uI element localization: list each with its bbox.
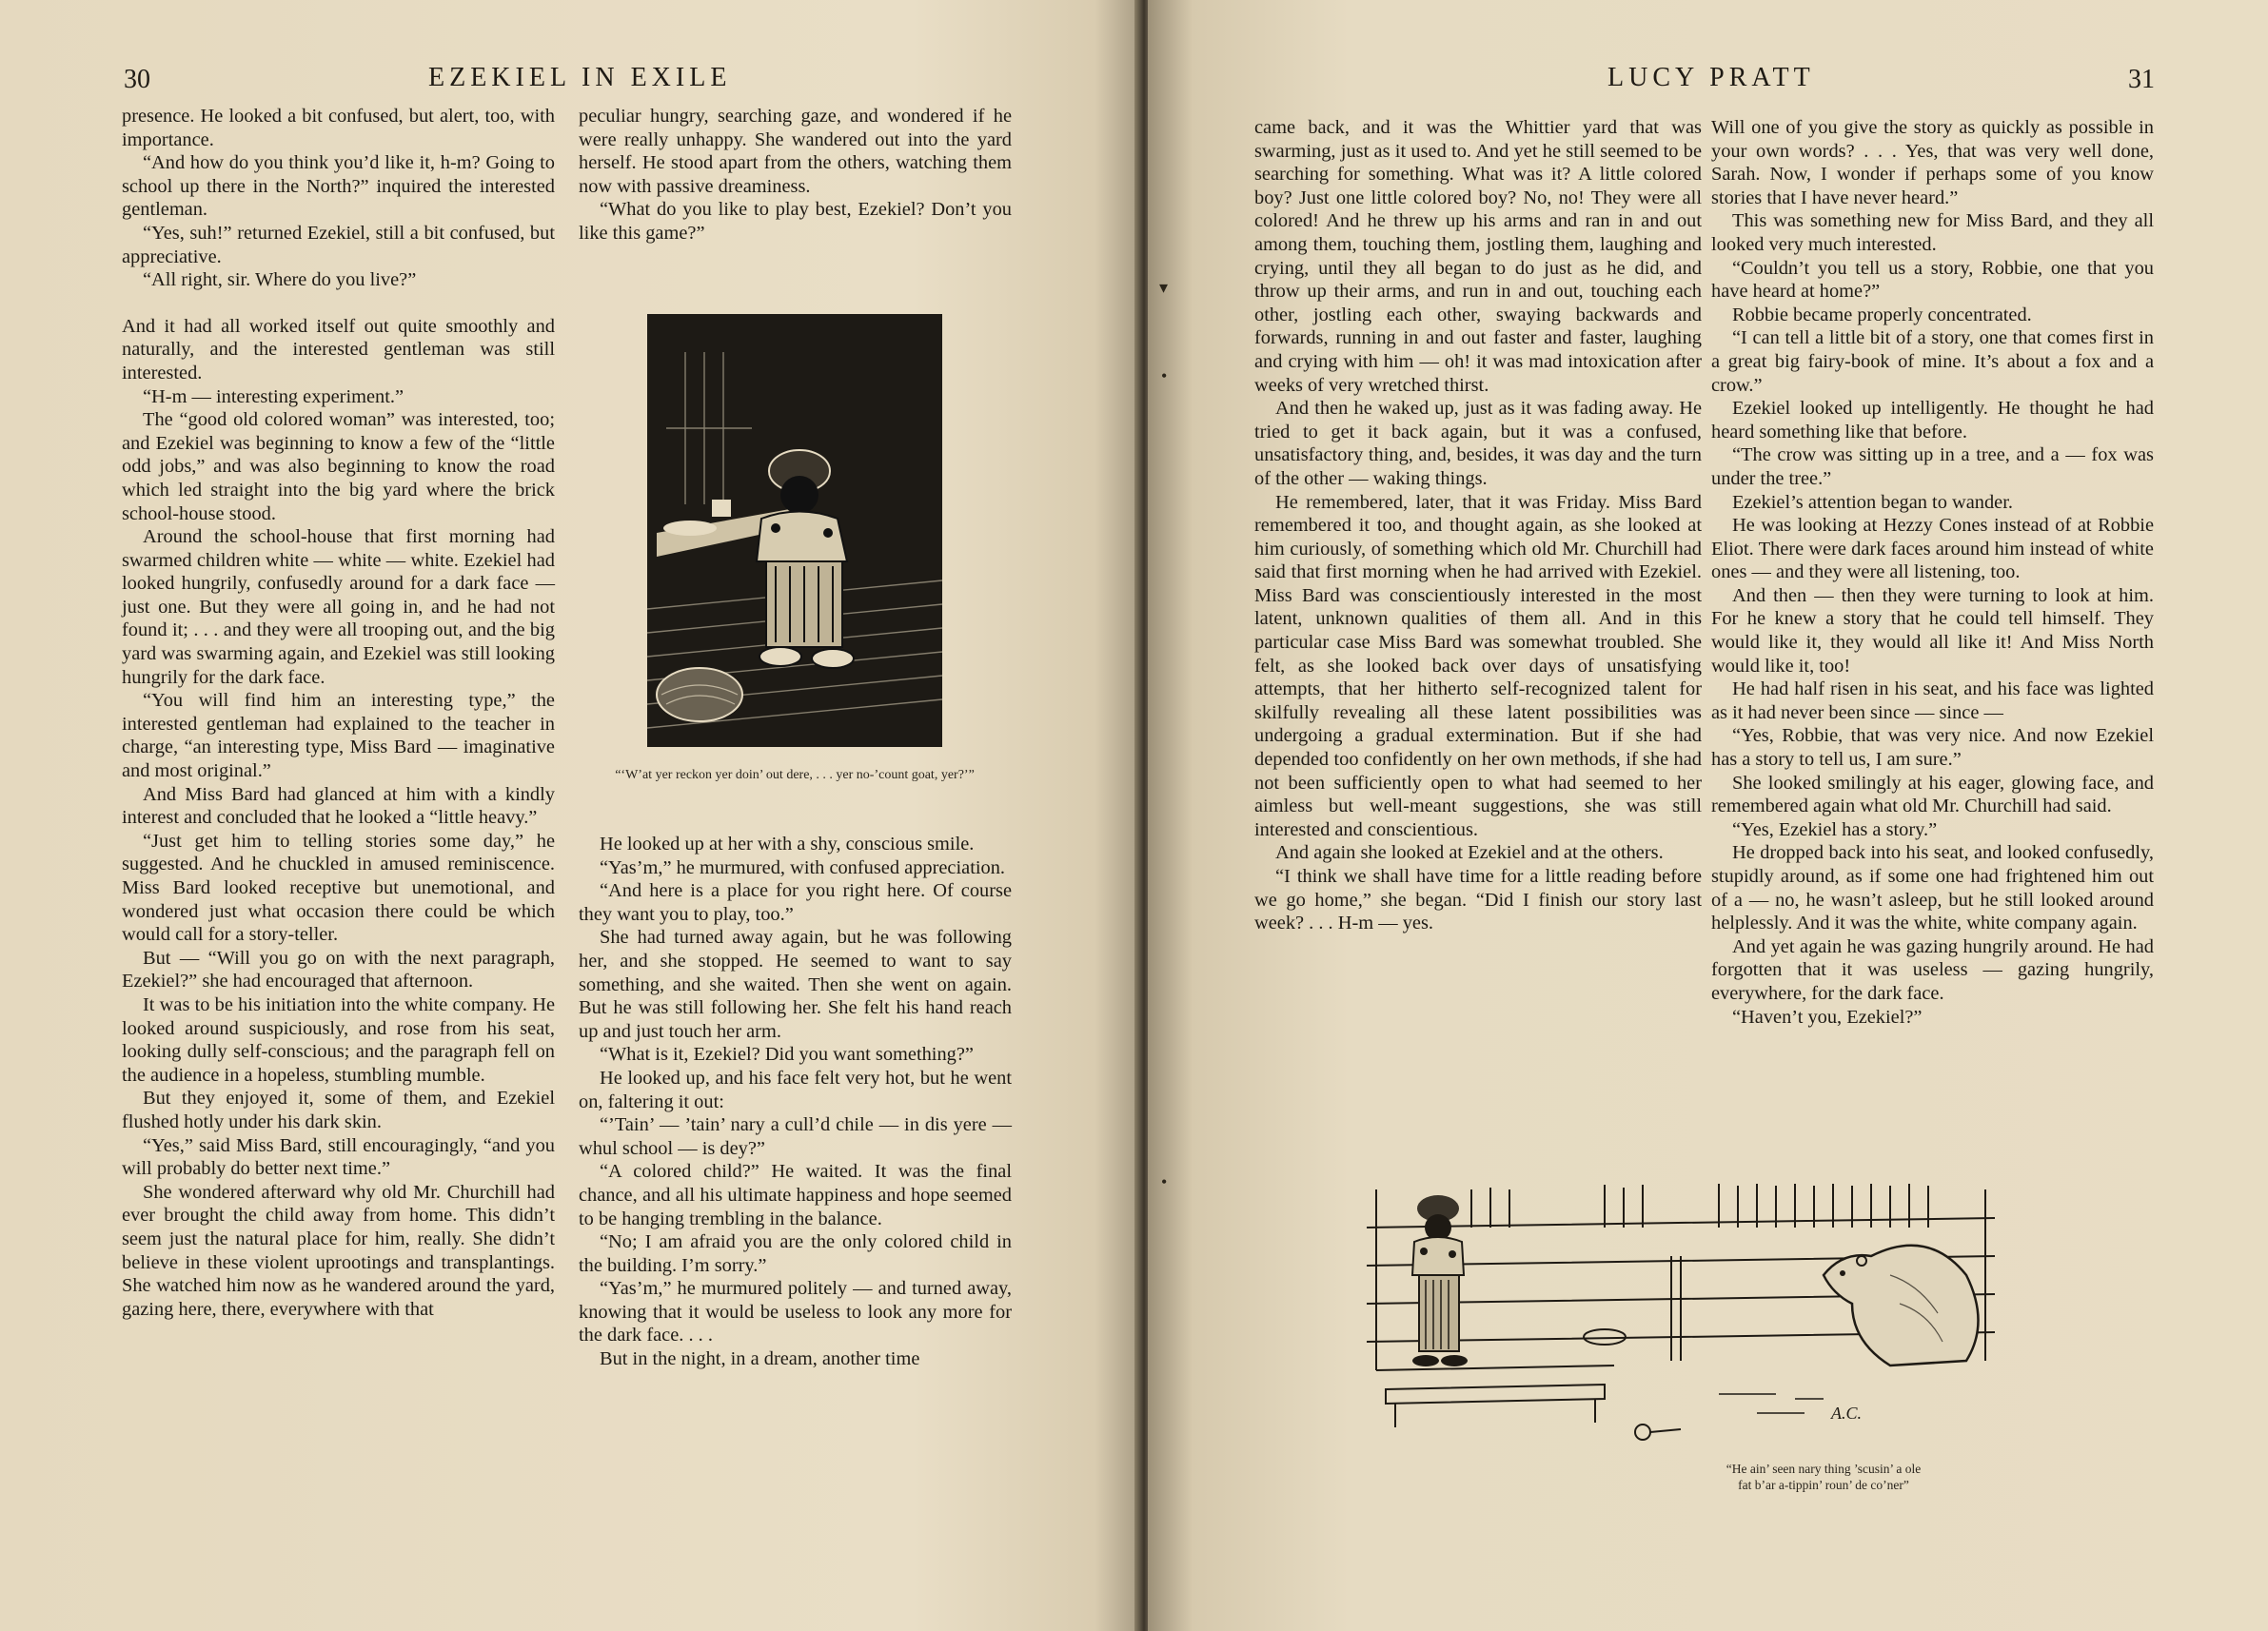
paragraph: “And here is a place for you right here. Of course they want you to play, too.” — [579, 880, 1012, 925]
paragraph: “A colored child?” He waited. It was the final chance, and all his ultimate happiness and hope seemed to be hanging trembling in the balance. — [579, 1161, 1012, 1229]
illustration-boy-at-table — [647, 314, 942, 747]
paragraph: And it had all worked itself out quite smoothly and naturally, and the interested gentleman was still interested. — [122, 315, 555, 383]
paragraph: And yet again he was gazing hungrily around. He had forgotten that it was useless — gazing hungrily, everywhere, for the dark face. — [1711, 935, 2154, 1004]
text-column-1 — [122, 105, 555, 1321]
running-head: EZEKIEL IN EXILE — [428, 63, 732, 92]
margin-mark: ▾ — [1159, 278, 1169, 297]
paragraph: “Yes, Robbie, that was very nice. And now Ezekiel has a story to tell us, I am sure.” — [1711, 725, 2154, 771]
paragraph: “Haven’t you, Ezekiel?” — [1732, 1006, 1923, 1028]
illustration-caption — [1681, 1461, 1966, 1493]
paragraph: Ezekiel’s attention began to wander. — [1732, 491, 2013, 513]
paragraph: She wondered afterward why old Mr. Churchill had ever brought the child away from home. This didn’t seem just the natural place for him, really. She didn’t believe in these violent uprootings and transplantings. She watched him now as he wandered around the yard, gazing here, there, everywhere with that — [122, 1181, 555, 1320]
paragraph: presence. He looked a bit confused, but alert, too, with importance. — [122, 106, 555, 150]
section-break — [122, 292, 555, 315]
running-head: LUCY PRATT — [1607, 63, 1815, 92]
paragraph: He looked up at her with a shy, conscious smile. — [600, 834, 975, 855]
paragraph: But — “Will you go on with the next paragraph, Ezekiel?” she had encouraged that afternoon. — [122, 947, 555, 992]
paragraph: He had half risen in his seat, and his face was lighted as it had never been since — since — — [1711, 678, 2154, 723]
paragraph: And then he waked up, just as it was fading away. He tried to get it back again, but it was a confused, unsatisfactory thing, and, besides, it was day and the turn of the other — waking things. — [1254, 398, 1702, 489]
text-column-2 — [1711, 116, 2154, 1029]
right-page — [1148, 0, 2268, 1631]
paragraph: But in the night, in a dream, another time — [600, 1348, 920, 1370]
paragraph: The “good old colored woman” was interested, too; and Ezekiel was beginning to know a few of the “little odd jobs,” and was also beginning to know the road which led straight into the big yard where the brick school-house stood. — [122, 409, 555, 524]
paragraph: He remembered, later, that it was Friday. Miss Bard remembered it too, and thought again, as she looked at him curiously, of something which old Mr. Churchill had said that first morning when he had arrived with Ezekiel. Miss Bard was conscientiously interested in the most latent, unknown qualities of them all. And in this particular case Miss Bard was somewhat troubled. She felt, as she looked back over days of unsatisfying attempts, that her hitherto self-recognized talent for skilfully revealing all these latent possibilities was undergoing a gradual extermination. But if she had depended too confidently on her own methods, if she had not been sufficiently open to what had seemed to her aimless but well-meant suggestions, she was still interested and conscientious. — [1254, 491, 1702, 840]
paragraph: came back, and it was the Whittier yard that was swarming, just as it used to. And yet he still seemed to be searching for something. What was it? A little colored boy? Just one little colored boy? No, no! They were all colored! And he threw up his arms and ran in and out among them, touching them, jostling them, laughing and crying, until they all began to do just as he did, and throw up their arms, and run in and out, touching each other, jostling each other, swaying backwards and forwards, running in and out faster and faster, laughing and crying with him — oh! it was mad intoxication after weeks of very wretched thirst. — [1254, 117, 1702, 396]
paragraph: “No; I am afraid you are the only colored child in the building. I’m sorry.” — [579, 1231, 1012, 1276]
illustration-drawing — [647, 314, 942, 747]
caption-line-2: fat b’ar a-tippin’ roun’ de co’ner” — [1738, 1478, 1909, 1492]
paragraph: He looked up, and his face felt very hot, but he went on, faltering it out: — [579, 1067, 1012, 1112]
margin-mark: • — [1161, 366, 1168, 385]
paragraph: “I think we shall have time for a little reading before we go home,” she began. “Did I finish our story last week? . . . H-m — yes. — [1254, 866, 1702, 934]
paragraph: “Yes,” said Miss Bard, still encouragingly, “and you will probably do better next time.” — [122, 1134, 555, 1180]
artist-signature: A.C. — [1831, 1404, 1863, 1423]
illustration-caption: “‘W’at yer reckon yer doin’ out dere, . . . yer no-’count goat, yer?’” — [615, 768, 975, 782]
paragraph: “Couldn’t you tell us a story, Robbie, one that you have heard at home?” — [1711, 257, 2154, 303]
paragraph: “I can tell a little bit of a story, one that comes first in a great big fairy-book of mine. It’s about a fox and a crow.” — [1711, 327, 2154, 396]
paragraph: It was to be his initiation into the white company. He looked around suspiciously, and rose from his seat, looking dully self-conscious; and the paragraph fell on the audience in a hopeless, stumbling mumble. — [122, 993, 555, 1086]
paragraph: “Yas’m,” he murmured, with confused appreciation. — [600, 856, 1006, 878]
caption-line-1: “He ain’ seen nary thing ’scusin’ a ole — [1726, 1462, 1922, 1476]
page-number: 30 — [124, 65, 150, 94]
paragraph: “’Tain’ — ’tain’ nary a cull’d chile — in dis yere — whul school — is dey?” — [579, 1114, 1012, 1159]
paragraph: “And how do you think you’d like it, h-m? Going to school up there in the North?” inquired the interested gentleman. — [122, 152, 555, 221]
text-column-2-bottom — [579, 833, 1012, 1371]
paragraph: This was something new for Miss Bard, and they all looked very much interested. — [1711, 210, 2154, 255]
paragraph: “Yes, suh!” returned Ezekiel, still a bit confused, but appreciative. — [122, 222, 555, 267]
paragraph: She looked smilingly at his eager, glowing face, and remembered again what old Mr. Churchill had said. — [1711, 772, 2154, 817]
paragraph: He was looking at Hezzy Cones instead of at Robbie Eliot. There were dark faces around him instead of white ones — and they were all listening, too. — [1711, 515, 2154, 583]
paragraph: “Yes, Ezekiel has a story.” — [1732, 818, 1938, 840]
paragraph: peculiar hungry, searching gaze, and wondered if he were really unhappy. She wandered out into the yard herself. He stood apart from the others, watching them now with passive dreaminess. — [579, 106, 1012, 197]
text-column-1 — [1254, 116, 1702, 935]
paragraph: “The crow was sitting up in a tree, and a — fox was under the tree.” — [1711, 444, 2154, 489]
paragraph: And again she looked at Ezekiel and at the others. — [1275, 842, 1664, 864]
paragraph: Around the school-house that first morning had swarmed children white — white — white. Ezekiel had looked hungrily, confusedly around for a dark face — just one. But they were all going in, and he had not found it; . . . and they were all trooping out, and the big yard was swarming again, and Ezekiel was still looking hungrily for the dark face. — [122, 526, 555, 688]
paragraph: And Miss Bard had glanced at him with a kindly interest and concluded that he looked a “little heavy.” — [122, 783, 555, 829]
paragraph: He dropped back into his seat, and looked confusedly, stupidly around, as if some one had frightened him out of a — no, he wasn’t asleep, but he still looked around helplessly. And it was the white, white company again. — [1711, 842, 2154, 934]
paragraph: “All right, sir. Where do you live?” — [143, 269, 417, 291]
page-number: 31 — [2128, 65, 2155, 94]
paragraph: “What do you like to play best, Ezekiel? Don’t you like this game?” — [579, 199, 1012, 244]
paragraph: But they enjoyed it, some of them, and Ezekiel flushed hotly under his dark skin. — [122, 1088, 555, 1132]
paragraph: And then — then they were turning to look at him. For he knew a story that he could tell himself. They would like it, they would all like it! And Miss North would like it, too! — [1711, 584, 2154, 677]
text-column-2-top — [579, 105, 1012, 246]
paragraph: “Just get him to telling stories some day,” he suggested. And he chuckled in amused reminiscence. Miss Bard looked receptive but unemotional, and wondered just what occasion there could be which would call for a story-teller. — [122, 830, 555, 946]
paragraph: Robbie became properly concentrated. — [1732, 304, 2032, 325]
paragraph: Ezekiel looked up intelligently. He thought he had heard something like that before. — [1711, 398, 2154, 442]
paragraph: “What is it, Ezekiel? Did you want something?” — [600, 1044, 974, 1066]
paragraph: “H-m — interesting experiment.” — [143, 385, 404, 407]
paragraph: “You will find him an interesting type,” the interested gentleman had explained to the teacher in charge, “an interesting type, Miss Bard — imaginative and most original.” — [122, 690, 555, 782]
illustration-boy-and-bear — [1357, 1170, 2014, 1456]
illustration-drawing — [1357, 1170, 2014, 1456]
paragraph: “Yas’m,” he murmured politely — and turned away, knowing that it would be useless to look any more for the dark face. . . . — [579, 1278, 1012, 1346]
margin-mark: • — [1161, 1172, 1168, 1191]
paragraph: She had turned away again, but he was following her, and she stopped. He seemed to want to say something, and she waited. Then she went on again. But he was still following her. She felt his hand reach up and just touch her arm. — [579, 927, 1012, 1042]
paragraph: Will one of you give the story as quickly as possible in your own words? . . . Yes, that was very well done, Sarah. Now, I wonder if perhaps some of you know stories that I have never heard.” — [1711, 117, 2154, 208]
